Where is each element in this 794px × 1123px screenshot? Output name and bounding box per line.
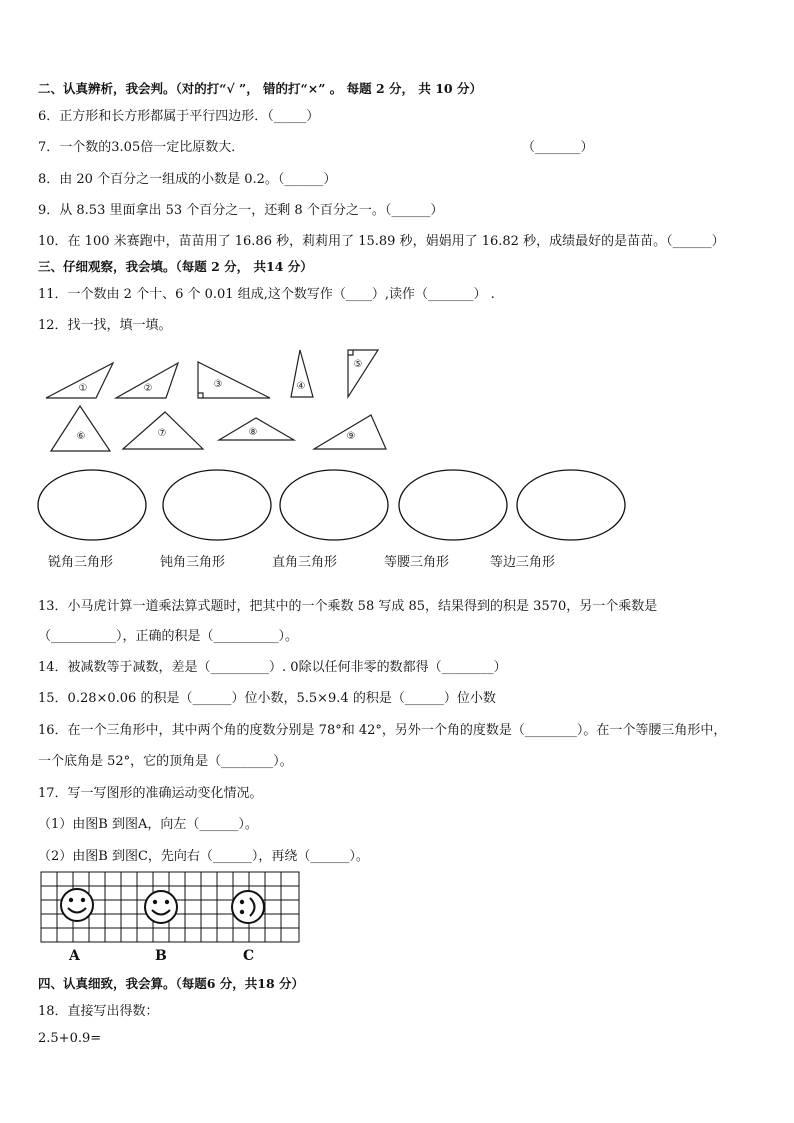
grid-label-b: B [155,948,167,964]
question-14: 14．被减数等于减数，差是（_________）. 0除以任何非零的数都得（________） [38,660,507,675]
triangle-6 [51,406,110,451]
category-isosceles: 等腰三角形 [384,555,450,570]
question-10: 10．在 100 米赛跑中，苗苗用了 16.86 秒，莉莉用了 15.89 秒，娟娟用了 16.82 秒，成绩最好的是苗苗。（______） [38,234,725,249]
ellipse-obtuse [163,470,271,540]
question-16-line-2: 一个底角是 52°，它的顶角是（________）。 [38,754,293,769]
grid-label-a: A [69,948,80,964]
ellipse-equilateral [517,470,625,540]
category-equilateral: 等边三角形 [490,555,556,570]
question-7-blank: （_______） [522,140,594,155]
question-17-part-2: （2）由图B 到图C，先向右（______），再绕（______）。 [38,849,369,864]
smiley-face-a-icon [61,889,93,921]
question-18: 18．直接写出得数： [38,1004,159,1019]
section-4-heading: 四、认真细致，我会算。（每题6 分，共18 分） [38,976,305,991]
triangles-figure [38,345,398,455]
question-18-item-1: 2.5+0.9= [38,1031,102,1046]
section-2-heading: 二、认真辨析，我会判。（对的打“√ ”， 错的打“×” 。 每题 2 分， 共 10 分） [38,81,482,96]
question-13-line-2: （__________），正确的积是（__________）。 [38,629,299,644]
triangle-5 [348,350,378,397]
triangle-label-6: ⑥ [76,431,86,442]
smiley-face-c-icon [232,891,264,923]
category-acute: 锐角三角形 [48,555,114,570]
question-8: 8．由 20 个百分之一组成的小数是 0.2。（______） [38,172,337,187]
question-13-line-1: 13．小马虎计算一道乘法算式题时，把其中的一个乘数 58 写成 85，结果得到的积是 3570，另一个乘数是 [38,599,658,614]
movement-grid [40,871,302,945]
category-ellipses [30,465,640,545]
smiley-face-b-icon [145,891,177,923]
triangle-label-7: ⑦ [157,428,167,439]
triangle-label-1: ① [78,383,88,394]
ellipse-right [280,470,388,540]
question-7: 7．一个数的3.05倍一定比原数大． [38,140,245,155]
ellipse-acute [38,470,146,540]
triangle-label-2: ② [143,383,153,394]
triangle-label-9: ⑨ [346,431,356,442]
triangle-label-5: ⑤ [353,359,363,370]
ellipse-isosceles [399,470,507,540]
question-12: 12．找一找，填一填。 [38,318,172,333]
question-15: 15．0.28×0.06 的积是（______）位小数，5.5×9.4 的积是（______）位小数 [38,691,496,706]
category-right: 直角三角形 [272,555,338,570]
question-17-part-1: （1）由图B 到图A，向左（______）。 [38,817,258,832]
question-17: 17．写一写图形的准确运动变化情况。 [38,786,263,801]
triangle-3 [198,362,270,398]
question-6: 6．正方形和长方形都属于平行四边形．（_____） [38,109,320,124]
question-16-line-1: 16．在一个三角形中，其中两个角的度数分别是 78°和 42°，另外一个角的度数是（________）。在一个等腰三角形中， [38,723,727,738]
triangle-label-8: ⑧ [248,427,258,438]
question-11: 11．一个数由 2 个十、6 个 0.01 组成,这个数写作（____）,读作（_______） . [38,287,495,302]
triangle-label-3: ③ [213,379,223,390]
triangle-label-4: ④ [296,381,306,392]
question-9: 9．从 8.53 里面拿出 53 个百分之一，还剩 8 个百分之一。（______） [38,203,444,218]
category-obtuse: 钝角三角形 [160,555,226,570]
section-3-heading: 三、仔细观察，我会填。（每题 2 分， 共14 分） [38,259,313,274]
grid-label-c: C [243,948,255,964]
